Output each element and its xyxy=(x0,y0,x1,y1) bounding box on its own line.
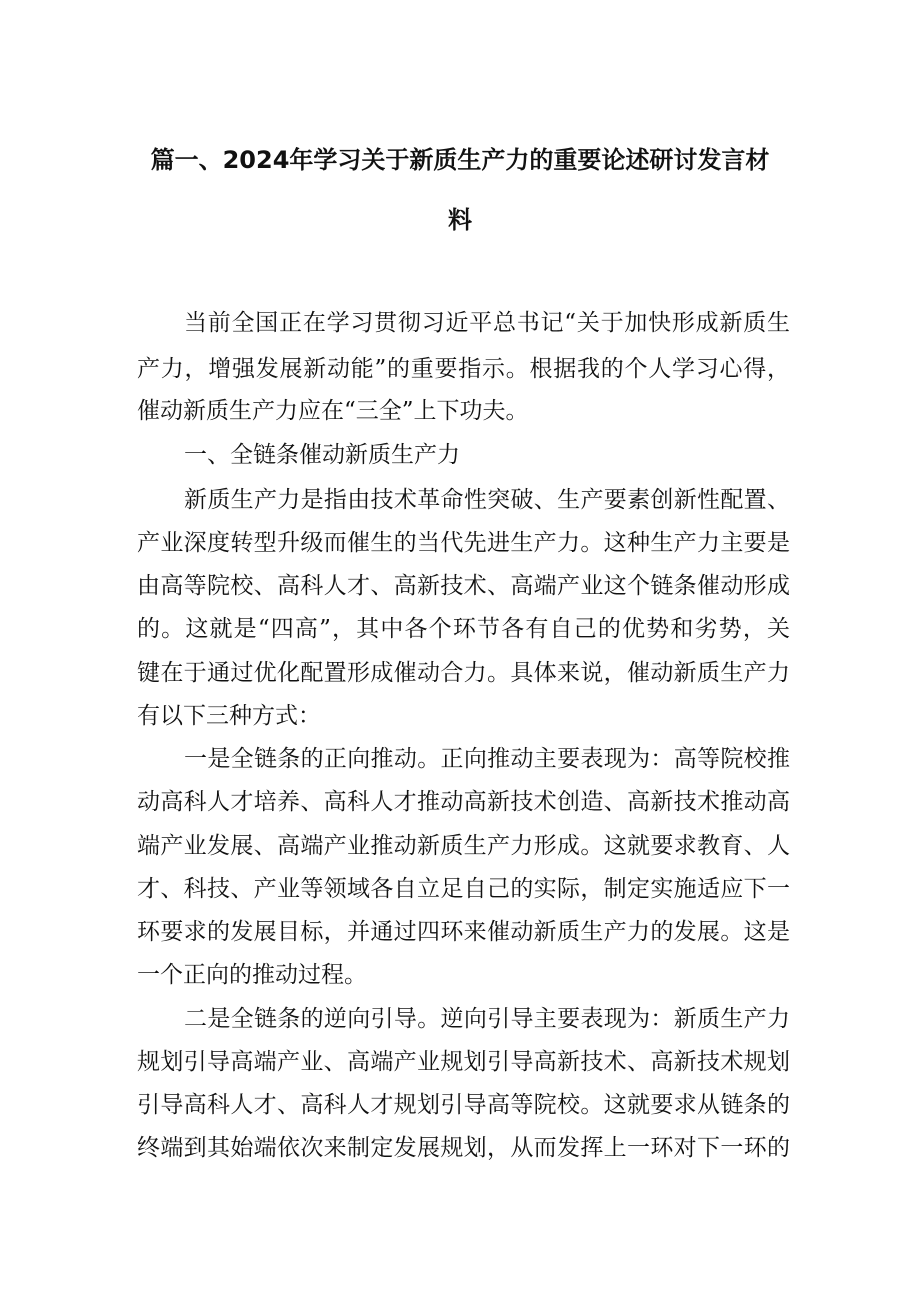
para2-line-6: 一个正向的推动过程。 xyxy=(137,962,367,988)
para1-line-4: 的。这就是“四高”，其中各个环节各有自己的优势和劣势，关 xyxy=(137,616,790,642)
intro-line-1: 当前全国正在学习贯彻习近平总书记“关于加快形成新质生 xyxy=(184,310,790,336)
para3-line-1: 二是全链条的逆向引导。逆向引导主要表现为：新质生产力 xyxy=(184,1006,790,1032)
para2-line-3: 端产业发展、高端产业推动新质生产力形成。这就要求教育、人 xyxy=(137,833,790,859)
intro-line-3: 催动新质生产力应在“三全”上下功夫。 xyxy=(137,398,529,424)
intro-line-2: 产力，增强发展新动能”的重要指示。根据我的个人学习心得， xyxy=(137,356,790,382)
para1-line-6: 有以下三种方式： xyxy=(137,703,321,729)
para1-line-3: 由高等院校、高科人才、高新技术、高端产业这个链条催动形成 xyxy=(137,573,790,599)
para3-line-2: 规划引导高端产业、高端产业规划引导高新技术、高新技术规划 xyxy=(137,1049,790,1075)
para2-line-1: 一是全链条的正向推动。正向推动主要表现为：高等院校推 xyxy=(184,746,790,772)
para3-line-4: 终端到其始端依次来制定发展规划，从而发挥上一环对下一环的 xyxy=(137,1135,790,1161)
para1-line-5: 键在于通过优化配置形成催动合力。具体来说，催动新质生产力 xyxy=(137,660,790,686)
section-heading-1: 一、全链条催动新质生产力 xyxy=(184,442,460,468)
document-title-line-1: 篇一、2024年学习关于新质生产力的重要论述研讨发言材 xyxy=(150,146,770,174)
para1-line-1: 新质生产力是指由技术革命性突破、生产要素创新性配置、 xyxy=(184,487,790,513)
document-title-line-2: 料 xyxy=(448,206,472,234)
para3-line-3: 引导高科人才、高科人才规划引导高等院校。这就要求从链条的 xyxy=(137,1092,790,1118)
para2-line-4: 才、科技、产业等领域各自立足自己的实际，制定实施适应下一 xyxy=(137,876,790,902)
para1-line-2: 产业深度转型升级而催生的当代先进生产力。这种生产力主要是 xyxy=(137,530,790,556)
para2-line-2: 动高科人才培养、高科人才推动高新技术创造、高新技术推动高 xyxy=(137,789,790,815)
para2-line-5: 环要求的发展目标，并通过四环来催动新质生产力的发展。这是 xyxy=(137,919,790,945)
